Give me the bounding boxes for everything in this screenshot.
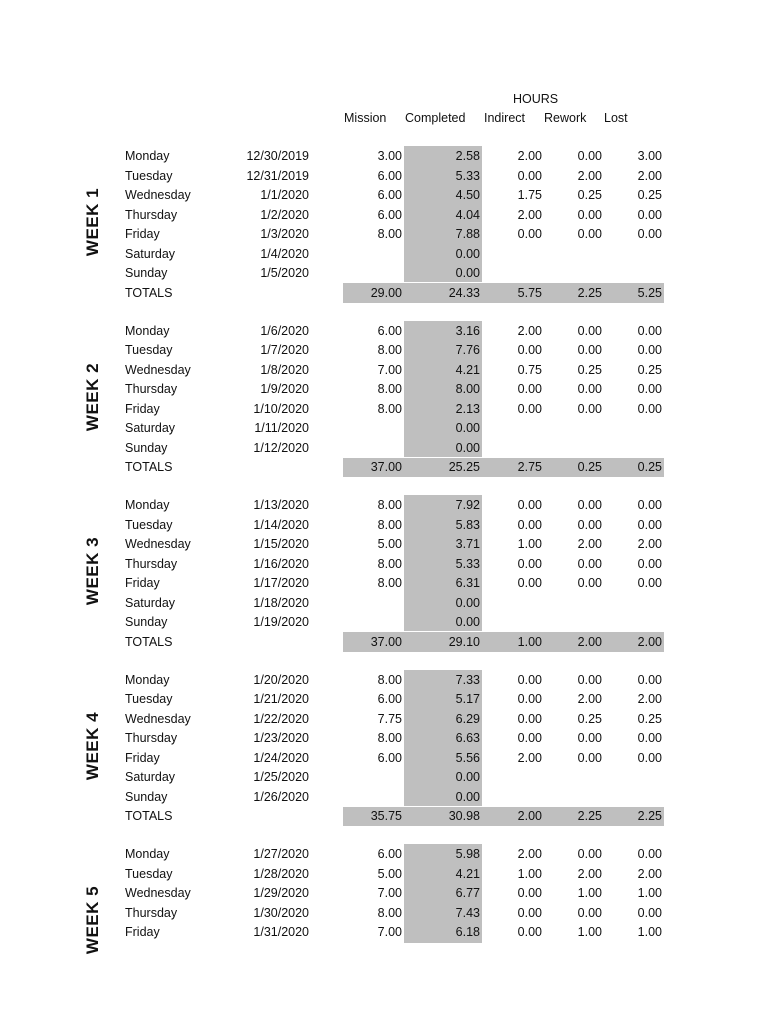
indirect-cell: 0.00 <box>517 731 542 745</box>
day-cell: Thursday <box>125 207 178 222</box>
table-row <box>0 167 768 187</box>
table-row <box>0 788 768 808</box>
day-cell: Sunday <box>125 266 168 280</box>
indirect-cell: 0.00 <box>517 692 542 706</box>
week-block <box>0 845 768 1001</box>
indirect-cell: 0.00 <box>517 343 542 357</box>
total-rework-cell: 2.25 <box>577 809 602 823</box>
day-cell: Friday <box>125 750 160 765</box>
day-cell: Monday <box>125 847 170 861</box>
completed-cell: 6.77 <box>455 886 480 900</box>
completed-cell: 0.00 <box>455 246 480 261</box>
totals-label: TOTALS <box>125 634 173 649</box>
total-lost-cell: 2.25 <box>637 809 662 823</box>
completed-cell: 4.04 <box>455 207 480 222</box>
date-cell: 1/17/2020 <box>253 576 309 590</box>
total-indirect-cell: 2.75 <box>517 460 542 474</box>
column-header-lost: Lost <box>604 111 628 125</box>
indirect-cell: 0.00 <box>517 905 542 920</box>
day-cell: Tuesday <box>125 866 173 881</box>
week-label-text: WEEK 2 <box>83 362 102 431</box>
week-label-text: WEEK 3 <box>83 536 102 606</box>
total-lost-cell: 5.25 <box>637 285 662 300</box>
column-header-indirect: Indirect <box>484 111 525 125</box>
day-cell: Monday <box>125 323 170 338</box>
total-mission-cell: 37.00 <box>370 634 402 649</box>
hours-group-header: HOURS <box>513 92 559 106</box>
rework-cell: 0.00 <box>577 847 602 861</box>
lost-cell: 2.00 <box>637 692 662 706</box>
completed-cell: 4.50 <box>455 188 480 202</box>
date-cell: 1/21/2020 <box>253 692 309 706</box>
table-row <box>0 147 768 167</box>
lost-cell: 0.00 <box>637 750 662 765</box>
indirect-cell: 2.00 <box>517 323 542 338</box>
date-cell: 1/3/2020 <box>260 227 309 241</box>
totals-row <box>0 458 768 478</box>
date-cell: 1/23/2020 <box>253 731 309 745</box>
total-indirect-cell: 5.75 <box>517 285 542 300</box>
table-row <box>0 380 768 400</box>
indirect-cell: 0.00 <box>517 517 542 532</box>
mission-cell: 8.00 <box>377 382 402 396</box>
date-cell: 1/26/2020 <box>253 789 309 804</box>
lost-cell: 3.00 <box>637 149 662 163</box>
total-rework-cell: 2.25 <box>577 285 602 300</box>
lost-cell: 0.00 <box>637 672 662 687</box>
table-row <box>0 555 768 575</box>
table-row <box>0 341 768 361</box>
table-row <box>0 923 768 943</box>
date-cell: 1/19/2020 <box>253 615 309 629</box>
table-row <box>0 496 768 516</box>
lost-cell: 2.00 <box>637 866 662 881</box>
day-cell: Monday <box>125 672 170 687</box>
completed-cell: 0.00 <box>455 789 480 804</box>
day-cell: Wednesday <box>125 537 191 551</box>
lost-cell: 2.00 <box>637 168 662 183</box>
table-row <box>0 535 768 555</box>
mission-cell: 3.00 <box>377 149 402 163</box>
completed-cell: 8.00 <box>455 382 480 396</box>
totals-label: TOTALS <box>125 809 173 823</box>
mission-cell: 8.00 <box>377 343 402 357</box>
date-cell: 1/13/2020 <box>253 498 309 512</box>
table-row <box>0 361 768 381</box>
table-row <box>0 516 768 536</box>
completed-cell: 2.13 <box>455 401 480 416</box>
table-row <box>0 225 768 245</box>
day-cell: Tuesday <box>125 517 173 532</box>
mission-cell: 7.00 <box>377 362 402 377</box>
day-cell: Tuesday <box>125 343 173 357</box>
date-cell: 1/24/2020 <box>253 750 309 765</box>
indirect-cell: 0.00 <box>517 886 542 900</box>
rework-cell: 0.00 <box>577 731 602 745</box>
date-cell: 1/16/2020 <box>253 556 309 571</box>
rework-cell: 0.00 <box>577 149 602 163</box>
total-mission-cell: 29.00 <box>370 285 402 300</box>
lost-cell: 2.00 <box>637 537 662 551</box>
completed-cell: 7.76 <box>455 343 480 357</box>
mission-cell: 5.00 <box>377 866 402 881</box>
mission-cell: 6.00 <box>377 188 402 202</box>
day-cell: Tuesday <box>125 168 173 183</box>
rework-cell: 0.00 <box>577 517 602 532</box>
total-indirect-cell: 2.00 <box>517 809 542 823</box>
mission-cell: 6.00 <box>377 750 402 765</box>
table-row <box>0 729 768 749</box>
date-cell: 1/30/2020 <box>253 905 309 920</box>
date-cell: 1/29/2020 <box>253 886 309 900</box>
indirect-cell: 0.00 <box>517 711 542 726</box>
table-row <box>0 264 768 284</box>
completed-cell: 3.71 <box>455 537 480 551</box>
lost-cell: 0.00 <box>637 227 662 241</box>
column-header-rework: Rework <box>544 111 587 125</box>
completed-cell: 5.17 <box>455 692 480 706</box>
table-row <box>0 419 768 439</box>
completed-cell: 0.00 <box>455 770 480 784</box>
lost-cell: 0.25 <box>637 711 662 726</box>
date-cell: 1/14/2020 <box>253 517 309 532</box>
completed-cell: 4.21 <box>455 362 480 377</box>
week-label-text: WEEK 4 <box>83 711 102 780</box>
total-completed-cell: 30.98 <box>448 809 480 823</box>
date-cell: 1/8/2020 <box>260 362 309 377</box>
lost-cell: 0.00 <box>637 731 662 745</box>
date-cell: 1/10/2020 <box>253 401 309 416</box>
completed-cell: 5.33 <box>455 168 480 183</box>
date-cell: 1/27/2020 <box>253 847 309 861</box>
table-row <box>0 245 768 265</box>
lost-cell: 0.00 <box>637 576 662 590</box>
day-cell: Friday <box>125 227 160 241</box>
completed-cell: 5.98 <box>455 847 480 861</box>
mission-cell: 8.00 <box>377 731 402 745</box>
indirect-cell: 2.00 <box>517 149 542 163</box>
lost-cell: 0.00 <box>637 323 662 338</box>
rework-cell: 0.00 <box>577 556 602 571</box>
day-cell: Friday <box>125 925 160 939</box>
rework-cell: 0.00 <box>577 227 602 241</box>
completed-cell: 6.31 <box>455 576 480 590</box>
day-cell: Tuesday <box>125 692 173 706</box>
indirect-cell: 0.00 <box>517 168 542 183</box>
indirect-cell: 0.00 <box>517 925 542 939</box>
date-cell: 1/18/2020 <box>253 595 309 610</box>
day-cell: Wednesday <box>125 188 191 202</box>
rework-cell: 2.00 <box>577 168 602 183</box>
completed-cell: 0.00 <box>455 440 480 455</box>
day-cell: Wednesday <box>125 886 191 900</box>
mission-cell: 7.00 <box>377 886 402 900</box>
day-cell: Thursday <box>125 556 178 571</box>
day-cell: Saturday <box>125 595 176 610</box>
mission-cell: 8.00 <box>377 401 402 416</box>
date-cell: 1/1/2020 <box>260 188 309 202</box>
total-completed-cell: 29.10 <box>448 634 480 649</box>
completed-cell: 0.00 <box>455 266 480 280</box>
date-cell: 1/9/2020 <box>260 382 309 396</box>
table-row <box>0 671 768 691</box>
indirect-cell: 0.00 <box>517 227 542 241</box>
table-row <box>0 904 768 924</box>
rework-cell: 0.00 <box>577 401 602 416</box>
rework-cell: 0.00 <box>577 382 602 396</box>
week-block <box>0 322 768 478</box>
completed-cell: 5.56 <box>455 750 480 765</box>
totals-row <box>0 807 768 827</box>
rework-cell: 0.00 <box>577 750 602 765</box>
indirect-cell: 0.00 <box>517 576 542 590</box>
lost-cell: 0.00 <box>637 517 662 532</box>
completed-cell: 6.63 <box>455 731 480 745</box>
indirect-cell: 2.00 <box>517 847 542 861</box>
completed-cell: 0.00 <box>455 595 480 610</box>
rework-cell: 0.25 <box>577 362 602 377</box>
date-cell: 1/20/2020 <box>253 672 309 687</box>
mission-cell: 8.00 <box>377 517 402 532</box>
completed-cell: 7.33 <box>455 672 480 687</box>
completed-cell: 4.21 <box>455 866 480 881</box>
day-cell: Wednesday <box>125 362 191 377</box>
rework-cell: 0.00 <box>577 576 602 590</box>
completed-cell: 7.88 <box>455 227 480 241</box>
rework-cell: 0.00 <box>577 905 602 920</box>
mission-cell: 8.00 <box>377 905 402 920</box>
totals-row <box>0 633 768 653</box>
total-mission-cell: 37.00 <box>370 460 402 474</box>
week-label-text: WEEK 5 <box>83 885 102 955</box>
completed-cell: 6.29 <box>455 711 480 726</box>
completed-cell: 3.16 <box>455 323 480 338</box>
date-cell: 1/11/2020 <box>254 421 309 435</box>
date-cell: 1/22/2020 <box>253 711 309 726</box>
indirect-cell: 2.00 <box>517 207 542 222</box>
day-cell: Saturday <box>125 246 176 261</box>
indirect-cell: 2.00 <box>517 750 542 765</box>
day-cell: Monday <box>125 498 170 512</box>
rework-cell: 0.00 <box>577 343 602 357</box>
total-rework-cell: 0.25 <box>577 460 602 474</box>
day-cell: Friday <box>125 401 160 416</box>
indirect-cell: 1.75 <box>517 188 542 202</box>
completed-cell: 6.18 <box>455 925 480 939</box>
date-cell: 1/4/2020 <box>260 246 309 261</box>
lost-cell: 0.00 <box>637 382 662 396</box>
rework-cell: 0.00 <box>577 323 602 338</box>
mission-cell: 8.00 <box>377 556 402 571</box>
indirect-cell: 0.00 <box>517 556 542 571</box>
lost-cell: 0.00 <box>637 905 662 920</box>
mission-cell: 6.00 <box>377 323 402 338</box>
table-row <box>0 206 768 226</box>
rework-cell: 0.00 <box>577 498 602 512</box>
table-row <box>0 690 768 710</box>
date-cell: 1/6/2020 <box>260 323 309 338</box>
rework-cell: 0.00 <box>577 207 602 222</box>
table-row <box>0 749 768 769</box>
rework-cell: 2.00 <box>577 692 602 706</box>
lost-cell: 1.00 <box>637 886 662 900</box>
indirect-cell: 0.75 <box>517 362 542 377</box>
lost-cell: 0.00 <box>637 207 662 222</box>
lost-cell: 0.00 <box>637 343 662 357</box>
indirect-cell: 1.00 <box>517 537 542 551</box>
column-header-completed: Completed <box>405 111 466 125</box>
totals-label: TOTALS <box>125 460 173 474</box>
table-row <box>0 768 768 788</box>
day-cell: Sunday <box>125 440 168 455</box>
mission-cell: 6.00 <box>377 168 402 183</box>
rework-cell: 2.00 <box>577 537 602 551</box>
total-rework-cell: 2.00 <box>577 634 602 649</box>
rework-cell: 0.25 <box>577 711 602 726</box>
table-row <box>0 613 768 633</box>
table-row <box>0 322 768 342</box>
completed-cell: 7.92 <box>455 498 480 512</box>
completed-cell: 0.00 <box>455 421 480 435</box>
lost-cell: 0.00 <box>637 498 662 512</box>
mission-cell: 8.00 <box>377 227 402 241</box>
table-row <box>0 400 768 420</box>
date-cell: 1/12/2020 <box>253 440 309 455</box>
mission-cell: 8.00 <box>377 672 402 687</box>
indirect-cell: 0.00 <box>517 401 542 416</box>
date-cell: 12/30/2019 <box>246 149 309 163</box>
completed-cell: 2.58 <box>455 149 480 163</box>
lost-cell: 0.25 <box>637 362 662 377</box>
week-block <box>0 147 768 303</box>
table-row <box>0 594 768 614</box>
table-row <box>0 865 768 885</box>
table-row <box>0 884 768 904</box>
mission-cell: 8.00 <box>377 576 402 590</box>
indirect-cell: 1.00 <box>517 866 542 881</box>
day-cell: Monday <box>125 149 170 163</box>
completed-cell: 7.43 <box>455 905 480 920</box>
total-lost-cell: 0.25 <box>637 460 662 474</box>
day-cell: Thursday <box>125 731 178 745</box>
totals-label: TOTALS <box>125 285 173 300</box>
table-row <box>0 710 768 730</box>
day-cell: Wednesday <box>125 711 191 726</box>
table-row <box>0 186 768 206</box>
indirect-cell: 0.00 <box>517 498 542 512</box>
date-cell: 1/31/2020 <box>253 925 309 939</box>
date-cell: 1/25/2020 <box>253 770 309 784</box>
mission-cell: 6.00 <box>377 847 402 861</box>
day-cell: Saturday <box>125 770 176 784</box>
indirect-cell: 0.00 <box>517 672 542 687</box>
total-completed-cell: 25.25 <box>448 460 480 474</box>
week-block <box>0 671 768 827</box>
date-cell: 12/31/2019 <box>246 168 309 183</box>
mission-cell: 6.00 <box>377 207 402 222</box>
day-cell: Thursday <box>125 382 178 396</box>
indirect-cell: 0.00 <box>517 382 542 396</box>
column-header-mission: Mission <box>344 111 387 125</box>
mission-cell: 7.75 <box>377 711 402 726</box>
date-cell: 1/7/2020 <box>260 343 309 357</box>
completed-cell: 5.83 <box>455 517 480 532</box>
mission-cell: 7.00 <box>377 925 402 939</box>
table-row <box>0 845 768 865</box>
lost-cell: 0.00 <box>637 401 662 416</box>
mission-cell: 6.00 <box>377 692 402 706</box>
day-cell: Thursday <box>125 905 178 920</box>
completed-cell: 5.33 <box>455 556 480 571</box>
date-cell: 1/15/2020 <box>253 537 309 551</box>
table-row <box>0 574 768 594</box>
day-cell: Sunday <box>125 789 168 804</box>
rework-cell: 1.00 <box>577 925 602 939</box>
rework-cell: 1.00 <box>577 886 602 900</box>
day-cell: Friday <box>125 576 160 590</box>
lost-cell: 0.25 <box>637 188 662 202</box>
total-lost-cell: 2.00 <box>637 634 662 649</box>
totals-row <box>0 284 768 304</box>
total-completed-cell: 24.33 <box>448 285 480 300</box>
total-mission-cell: 35.75 <box>370 809 402 823</box>
rework-cell: 2.00 <box>577 866 602 881</box>
week-label-text: WEEK 1 <box>83 187 102 257</box>
day-cell: Saturday <box>125 421 176 435</box>
lost-cell: 0.00 <box>637 556 662 571</box>
lost-cell: 1.00 <box>637 925 662 939</box>
mission-cell: 8.00 <box>377 498 402 512</box>
mission-cell: 5.00 <box>377 537 402 551</box>
date-cell: 1/2/2020 <box>260 207 309 222</box>
date-cell: 1/5/2020 <box>260 266 309 280</box>
total-indirect-cell: 1.00 <box>517 634 542 649</box>
table-row <box>0 439 768 459</box>
rework-cell: 0.25 <box>577 188 602 202</box>
lost-cell: 0.00 <box>637 847 662 861</box>
rework-cell: 0.00 <box>577 672 602 687</box>
week-block <box>0 496 768 652</box>
completed-cell: 0.00 <box>455 615 480 629</box>
date-cell: 1/28/2020 <box>253 866 309 881</box>
day-cell: Sunday <box>125 615 168 629</box>
